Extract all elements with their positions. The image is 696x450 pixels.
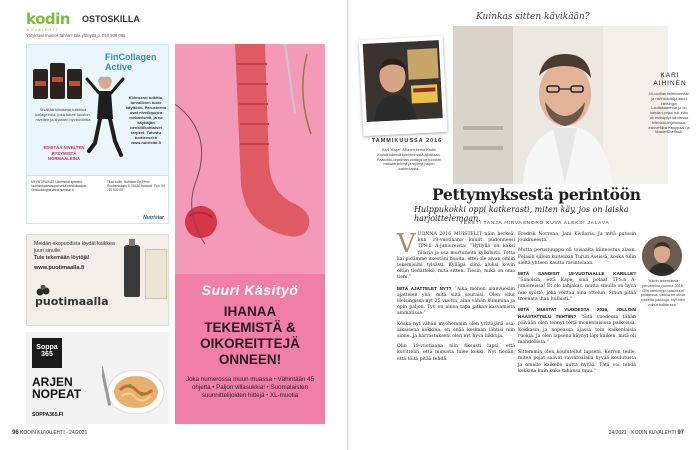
soppa365-ad[interactable] [26,332,169,424]
food-bowl-image [102,362,166,418]
fincollagen-retailers [27,175,169,224]
side-portrait-photo [642,236,682,276]
col2-p2: ”Sanoisin, että Kape, sinä pelaat TPS:n A-junioreissa! Et ole lahjakas, mutta sinulla on hyvä nuo syöttö, joka voittaa aina ottelun. Sinun pitää treenata ihan hullusti.” [518,278,636,302]
col1-paragraph [397,286,515,318]
kari-bio: 49-vuotias keittiömestari ja ravintoloitsija asuu Helsingin Lauttasaaressa ja on kahden pojan isä. Hän on esiintynyt lukuisissa televisio-ohjelmissa, esimerkiksi Kauppaan ja MasterChefissä. [648,92,690,135]
suuri-head-line4: ONNEEN! [218,352,282,367]
col1-paragraph [397,229,515,282]
fincollagen-title-line1: FinCollagen [105,52,157,62]
spray-bottle-image [124,245,140,297]
soppa-logo-line1: Soppa [36,344,58,351]
page-number-right: 97 [677,430,684,436]
suuri-subtext: Joka numerossa muun muassa • Vähintään 45 ohjetta • Paljon villasukkia! • Suomalaisten suunnittelijoiden hittejä • XL-muotia [185,376,315,399]
col1-p1: UONNA 2016 MUISTELIT näin herkeä, kun 19-vuotiaana kuulit pudonneesi TPS:n A-junioreista: ”Hyllyllä oli kaksi fillaria ja osa murtuneita kylkiluita. Totta kai pidämme itsestäni huolta, ettei ole aivan omiin tekemisiini tylsästi. Kylläpä siinä aluksi kovin oltiin tiedättekö, mitä sitten. Tiesin, mikä on oma tieni.” [397,232,515,281]
soppa-url[interactable]: SOPPA365.FI [32,412,64,418]
page-gutter [347,0,349,450]
dropcap: V [397,229,416,259]
polaroid-caption: TAMMIKUUSSA 2016 [371,138,443,144]
chef-portrait-svg [453,26,668,184]
kari-name-line1: KARI [660,72,680,79]
fincollagen-body-right: Kliinisesti tutkittu, turvallinen tuote käyttöön. Perusteena ovat nivelkipujen mekanismit, ja ne käyttäjän henkilökohtaiset tarpeet. Tutustu tuotteeseen www.nutristar.fi [125,95,167,145]
fincollagen-highlight: EDISTÄÄ NIVELTEN PYSYMISTÄ NORMAALEINA [43,145,85,161]
col2-p4: Sittemmin olen koulutellut lapseni. Kerron teille, miten pojat saavat ravintoalalla hyvää koulutusta ja omalle kaikelle uutta hyvää. Tätä voi tehdä kokkina kuin kuka tahansa muu.” [518,350,636,374]
col2-paragraph [518,232,636,244]
article-byline: TEKSTI TANJA HIRVASNORO KUVA ALEKSI JALAVA [460,221,610,226]
soppa365-logo [32,338,62,368]
article-column-2 [518,232,636,379]
page-footer-right [609,430,684,436]
col1-p2: ”Aika monen alanvuosiin ajattelen yhä, mitä siitä seuraisi. Olen ollut Helsingissä nyt 25 vuotta, aina vähän kummina ja opin paljon. Työ on ainoa tapa jatkaa kasvamista ammatissa.” [397,286,515,317]
suuri-kasityo-logo: Suuri Käsityö [201,282,299,298]
col1-paragraph [397,322,515,341]
product-box-image [145,249,167,299]
fincollagen-ad[interactable] [26,44,169,224]
article-dek: Huippukokki oppi katkerasti, miten käy, jos on laiska harjoittelemaan. [414,205,629,223]
polaroid-2016-photo [359,36,448,136]
article-column-1 [397,229,515,367]
suuri-headline [179,304,321,368]
col2-lead: Fredrik Norrena, Jani Kivilaria. Ja mitä putosin joukkueesta. [518,232,636,244]
col2-paragraph [518,307,636,346]
col1-p4: Olin 19-vuotiaana niin fiksusti lapsi, että kuvittelin, että minusta tulee kokki. Nyt tiedän, että töitä pitää tehdä. [397,344,515,362]
knitted-sock-image [175,44,325,274]
page-number-left: 96 [12,430,19,436]
kodin-logo-sub: KUVALEHTI [27,27,58,32]
kodin-logo: kodin [26,10,70,28]
fincollagen-sales-points: MYYNTIPAIKAT: Useimmat apteekit, luontaistuotekaupat sekä verkkokaupat. Verkkokauppa www.nutristar.fi [31,180,87,193]
article-section-title: Kuinkas sitten kävikään? [476,12,590,22]
soppa-headline-line1: ARJEN [32,375,73,389]
polaroid-description: Kari "Kape" Aihinen kertoi Kodin Kuvalehdessä tyhmimmistä ajoistaan. Pääkokki-ohjelman voittaja on vuosien mittaan tehnyt ja syönyt paljon kaikenlaista. [376,148,442,172]
fincollagen-body-left: Sisältää kliinisesti tutkittua kollageenia, joka tukee luuston, nivelten ja lihasten hyvinvointia [35,107,91,122]
puotimaalla-logo: puotimaalla [35,295,109,308]
suuri-head-line1: IHANAA [223,304,277,319]
soppa-logo-line2: 365 [41,351,53,358]
section-label: OSTOSKILLA [82,14,140,24]
col1-question: MITÄ AJATTELET NYT? [397,285,452,291]
page-footer-left [12,430,87,436]
footer-right-text: 24/2021 · KODIN KUVALEHTI [608,430,676,436]
soppa-headline [32,376,81,400]
side-portrait-svg [642,236,682,276]
col2-p1: Mutta perustuuppu oli toisaalta kiinnostus alaan. Pelasin silloin kuitenkin Turun Ässissä, koska tulin sieltä yhteen kautta ravintolaan. [518,248,636,266]
puoti-url[interactable]: www.puotimaalla.fi [34,265,85,271]
col1-paragraph [397,344,515,363]
soppa-headline-line2: NOPEAT [32,387,82,401]
polaroid-image [363,40,443,122]
footer-left-text: KODIN KUVALEHTI · 24/2021 [20,430,88,436]
suuri-head-line3: OIKOREITTEJÄ [200,336,300,351]
kari-name-label [650,72,690,88]
fincollagen-order-info: Tilaa kotiin: Nutristar Oy, Pieni Roobertinkatu 9, 00130 Helsinki. Puh. 09 761 000 00 [107,180,165,193]
article-headline: Pettymyksestä perintöön [432,185,641,204]
side-quote: ”Kävin tekemässä perustelua vuonna 2016. Olin vanhempi taisteluun pelatessa, vaikka ne olivat vaikeita paikkoja. Nyt olen voinut hallita sen.” [640,279,686,307]
col2-paragraph [518,271,636,303]
nutristar-logo: Nutristar [143,215,164,221]
puotimaalla-ad[interactable] [26,234,169,326]
puoti-line2: Tule tekemään löytöjä! [34,255,90,261]
product-jars-image [33,55,85,105]
puoti-line1: Meidän ekopuodista löydät kaikkea juuri sinulle. [34,241,115,254]
fincollagen-title [105,52,167,72]
col2-question-1: MITÄ SANOISIT 19-VUOTIAALLE KARILLE? [518,271,636,277]
col2-question-2: MITÄ MUISTAT VUODESTA 2016, JOLLOIN HAASTATTELU TEHTIIN? [518,307,636,320]
ad-contact-tagline: Yrityksesi mainos tähän? Ota yhteyttä p. 010 808 085 [26,33,126,38]
col2-paragraph [518,248,636,267]
col2-paragraph [518,350,636,375]
polaroid-portrait-svg [363,40,443,122]
kari-name-line2: AIHINEN [653,80,687,87]
suuri-head-line2: TEKEMISTÄ & [204,320,296,335]
chef-portrait-photo [453,26,668,184]
suuri-kasityo-ad[interactable] [175,44,325,424]
col1-p3: Koska nyt vähän myöhemmin olen yrittäjänä osa-aikaisena kokkina, en enää koskaan lähtisi niin sinne. Ja harrastukseni olen nyt hyvä liikkuja. [397,321,515,340]
fincollagen-title-line2: Active [105,62,133,72]
col2-p3: ”Sitä vuodessa tähän päivään olen tehnyt töitä monenlaisissa paikoissa. Kokkasin ja nopeassa ajassa tein kaikenlaisia ruokia. Ja olen lapsena käynyt läpi kaiken, mitä oli mahdollista.” [518,315,636,346]
